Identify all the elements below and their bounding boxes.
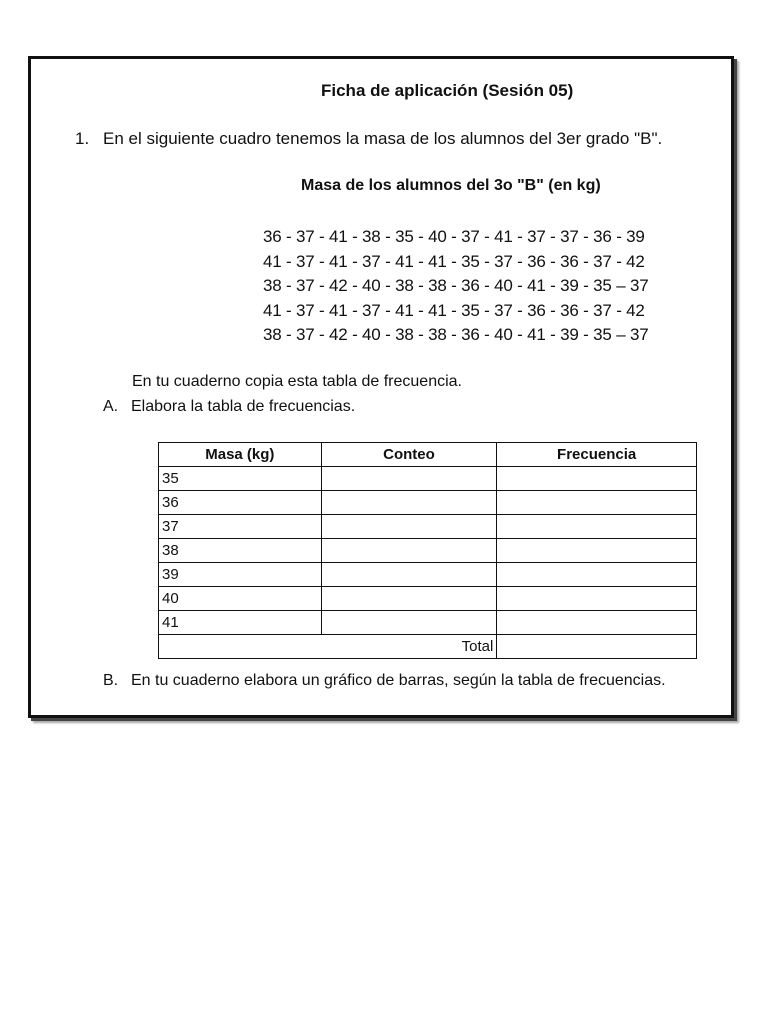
frecuencia-cell bbox=[497, 611, 697, 635]
data-line: 41 - 37 - 41 - 37 - 41 - 41 - 35 - 37 - 36 - 36 - 37 - 42 bbox=[263, 251, 645, 271]
data-line: 36 - 37 - 41 - 38 - 35 - 40 - 37 - 41 - 37 - 37 - 36 - 39 bbox=[263, 227, 645, 246]
mass-data-block bbox=[263, 225, 649, 348]
table-row bbox=[159, 467, 697, 491]
conteo-cell bbox=[321, 515, 497, 539]
masa-cell: 41 bbox=[159, 611, 322, 635]
item-b-letter: B. bbox=[103, 672, 119, 689]
table-row bbox=[159, 515, 697, 539]
frequency-table bbox=[158, 442, 697, 659]
conteo-cell bbox=[321, 563, 497, 587]
data-line: 41 - 37 - 41 - 37 - 41 - 41 - 35 - 37 - 36 - 36 - 37 - 42 bbox=[263, 300, 645, 320]
table-header-row bbox=[159, 443, 697, 467]
item-b bbox=[103, 672, 666, 690]
question-1 bbox=[75, 129, 662, 149]
masa-cell: 38 bbox=[159, 539, 322, 563]
data-title: Masa de los alumnos del 3o "B" (en kg) bbox=[301, 177, 601, 194]
header-masa: Masa (kg) bbox=[159, 443, 322, 467]
frecuencia-cell bbox=[497, 587, 697, 611]
frecuencia-cell bbox=[497, 515, 697, 539]
worksheet-frame bbox=[28, 56, 734, 718]
table-row bbox=[159, 539, 697, 563]
table-row bbox=[159, 587, 697, 611]
conteo-cell bbox=[321, 467, 497, 491]
frecuencia-cell bbox=[497, 539, 697, 563]
masa-cell: 35 bbox=[159, 467, 322, 491]
masa-cell: 37 bbox=[159, 515, 322, 539]
masa-cell: 40 bbox=[159, 587, 322, 611]
conteo-cell bbox=[321, 491, 497, 515]
masa-cell: 36 bbox=[159, 491, 322, 515]
conteo-cell bbox=[321, 611, 497, 635]
item-b-text: En tu cuaderno elabora un gráfico de barras, según la tabla de frecuencias. bbox=[131, 672, 666, 689]
masa-cell: 39 bbox=[159, 563, 322, 587]
question-1-number: 1. bbox=[75, 129, 90, 148]
total-label: Total bbox=[159, 635, 497, 659]
data-line: 38 - 37 - 42 - 40 - 38 - 38 - 36 - 40 - 41 - 39 - 35 – 37 bbox=[263, 276, 649, 295]
table-row bbox=[159, 491, 697, 515]
frecuencia-cell bbox=[497, 563, 697, 587]
total-value-cell bbox=[497, 635, 697, 659]
header-frecuencia: Frecuencia bbox=[497, 443, 697, 467]
conteo-cell bbox=[321, 539, 497, 563]
frecuencia-cell bbox=[497, 467, 697, 491]
header-conteo: Conteo bbox=[321, 443, 497, 467]
data-line: 38 - 37 - 42 - 40 - 38 - 38 - 36 - 40 - 41 - 39 - 35 – 37 bbox=[263, 325, 649, 344]
item-a bbox=[103, 398, 355, 416]
frecuencia-cell bbox=[497, 491, 697, 515]
table-total-row bbox=[159, 635, 697, 659]
table-intro: En tu cuaderno copia esta tabla de frecuencia. bbox=[132, 373, 462, 390]
table-row bbox=[159, 611, 697, 635]
item-a-text: Elabora la tabla de frecuencias. bbox=[131, 398, 356, 415]
conteo-cell bbox=[321, 587, 497, 611]
table-row bbox=[159, 563, 697, 587]
item-a-letter: A. bbox=[103, 398, 119, 415]
worksheet-title: Ficha de aplicación (Sesión 05) bbox=[321, 81, 574, 100]
question-1-text: En el siguiente cuadro tenemos la masa de los alumnos del 3er grado "B". bbox=[103, 129, 663, 148]
